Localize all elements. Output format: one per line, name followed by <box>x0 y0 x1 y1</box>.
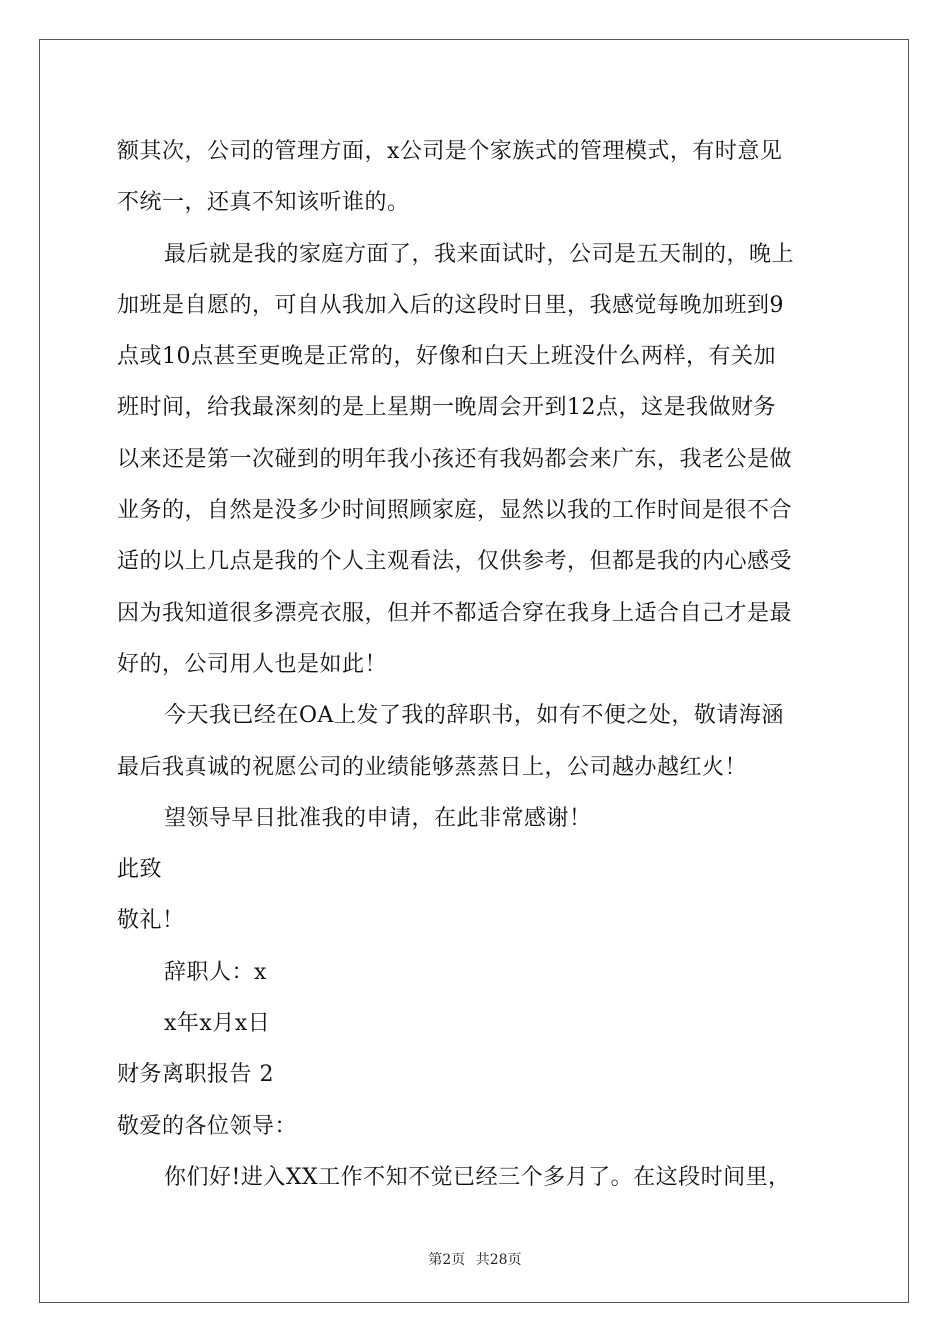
text-line: 适的以上几点是我的个人主观看法，仅供参考，但都是我的内心感受 <box>117 549 793 575</box>
text-line: 好的，公司用人也是如此！ <box>117 651 388 677</box>
text-line: 最后就是我的家庭方面了，我来面试时，公司是五天制的，晚上 <box>164 241 795 267</box>
salutation-regards: 敬礼！ <box>117 908 185 934</box>
text-line: 今天我已经在OA上发了我的辞职书，如有不便之处，敬请海涵 <box>164 703 784 729</box>
document-body <box>117 126 837 1203</box>
salutation-closing: 此致 <box>117 857 163 883</box>
text-line: 最后我真诚的祝愿公司的业绩能够蒸蒸日上，公司越办越红火！ <box>117 754 748 780</box>
letter-greeting: 敬爱的各位领导： <box>117 1113 298 1139</box>
text-line: 额其次，公司的管理方面，x公司是个家族式的管理模式，有时意见 <box>117 139 783 164</box>
text-line: 点或10点甚至更晚是正常的，好像和白天上班没什么两样，有关加 <box>117 344 776 370</box>
page-number: 第2页 <box>428 1252 466 1268</box>
page-total: 共28页 <box>475 1252 522 1268</box>
text-line: 业务的，自然是没多少时间照顾家庭，显然以我的工作时间是很不合 <box>117 498 793 524</box>
text-line: 班时间，给我最深刻的是上星期一晚周会开到12点，这是我做财务 <box>117 395 776 421</box>
text-line: 你们好!进入XX工作不知不觉已经三个多月了。在这段时间里， <box>164 1164 791 1190</box>
text-line: 以来还是第一次碰到的明年我小孩还有我妈都会来广东，我老公是做 <box>117 446 793 472</box>
text-line: 因为我知道很多漂亮衣服，但并不都适合穿在我身上适合自己才是最 <box>117 600 793 626</box>
text-line: 望领导早日批准我的申请，在此非常感谢！ <box>164 805 592 831</box>
text-line: 不统一，还真不知该听谁的。 <box>117 190 410 216</box>
page-footer <box>0 1249 950 1269</box>
section-heading: 财务离职报告 2 <box>117 1062 274 1088</box>
signature-name: 辞职人：x <box>164 959 267 985</box>
signature-date: x年x月x日 <box>164 1011 271 1037</box>
text-line: 加班是自愿的，可自从我加入后的这段时日里，我感觉每晚加班到9 <box>117 292 784 318</box>
